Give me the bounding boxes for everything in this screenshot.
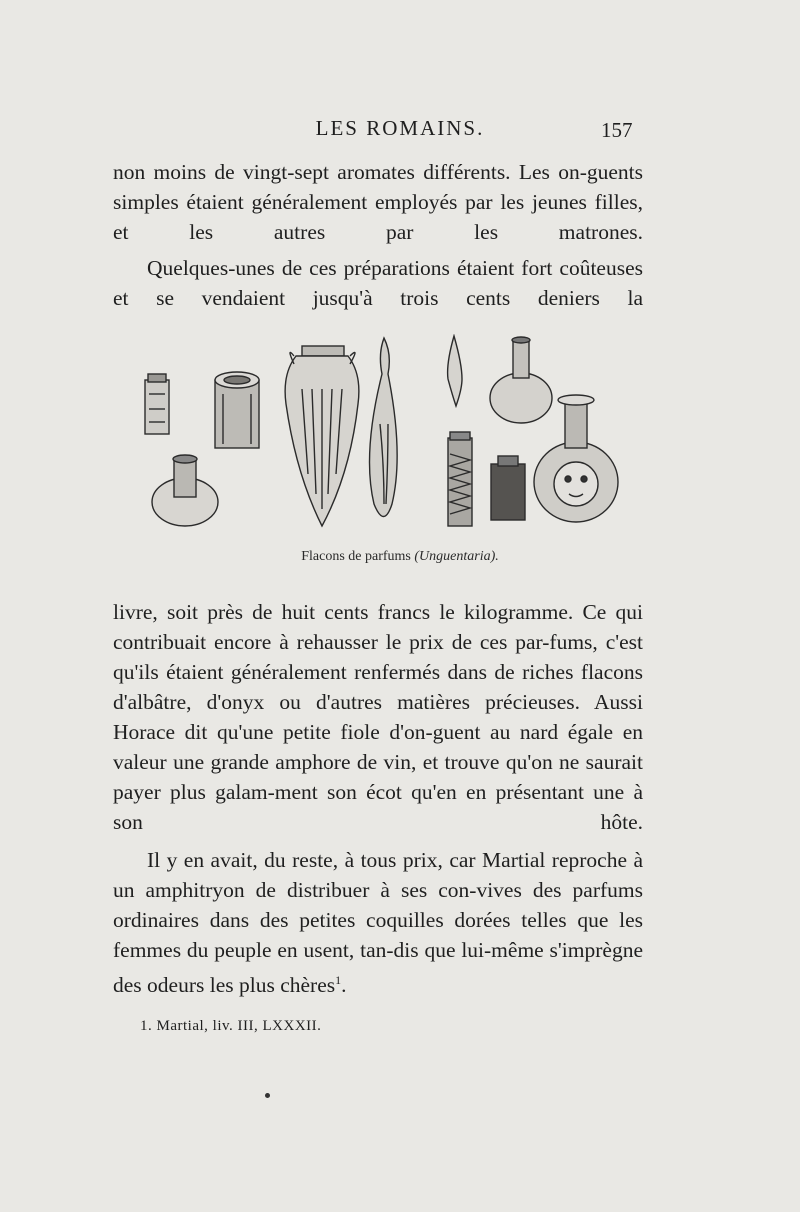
caption-italic-text: (Unguentaria). (414, 549, 499, 564)
small-square-bottle-icon (145, 374, 169, 434)
ink-dot (265, 1093, 270, 1098)
long-spindle-flask-icon (370, 338, 398, 517)
face-decorated-flask-icon (534, 395, 618, 522)
paragraph-1: non moins de vingt-sept aromates différents. Les on-guents simples étaient généralement employés par les jeunes filles, et les autres par les matrones. (113, 160, 643, 244)
round-flask-icon (152, 455, 218, 526)
footnote-reference: 1 (335, 973, 342, 987)
perfume-flasks-illustration (128, 334, 633, 534)
paragraph-3: livre, soit près de huit cents francs le kilogramme. Ce qui contribuait encore à rehausser le prix de ces par-fums, c'est qu'ils étaient généralement renfermés dans de riches flacons d'albâtre, d'onyx ou d'autres matières précieuses. Aussi Horace dit qu'une petite fiole d'on-guent au nard égale en valeur une grande amphore de vin, et trouve qu'on ne saurait payer plus galam-ment son écot qu'en en présentant une à son hôte. (113, 600, 643, 834)
footnote: 1. Martial, liv. III, LXXXII. (140, 1018, 322, 1034)
paragraph-4-text: Il y en avait, du reste, à tous prix, car Martial reproche à un amphitryon de distribuer à ses con-vives des parfums ordinaires dans des petites coquilles dorées telles que les femmes du peuple en usent, tan-dis que lui-même s'imprègne des odeurs les plus chères (113, 848, 643, 998)
cylindrical-jar-icon (215, 372, 259, 448)
fluted-amphora-icon (285, 346, 359, 526)
small-teardrop-vial-icon (448, 336, 462, 406)
paragraph-4: Il y en avait, du reste, à tous prix, car Martial reproche à un amphitryon de distribuer à ses con-vives des parfums ordinaires dans des petites coquilles dorées telles que les femmes du peuple en usent, tan-dis que lui-même s'imprègne des odeurs les plus chères$^1$. (113, 848, 643, 998)
caption-text: Flacons de parfums (301, 549, 411, 564)
paragraph-2: Quelques-unes de ces préparations étaient fort coûteuses et se vendaient jusqu'à trois cents deniers la (113, 256, 643, 310)
globular-flask-icon (490, 337, 552, 423)
page-number: 157 (601, 118, 633, 142)
dark-square-bottle-icon (491, 456, 525, 520)
running-title: LES ROMAINS. (315, 116, 485, 140)
tall-patterned-bottle-icon (448, 432, 472, 526)
figure-caption (0, 549, 800, 565)
